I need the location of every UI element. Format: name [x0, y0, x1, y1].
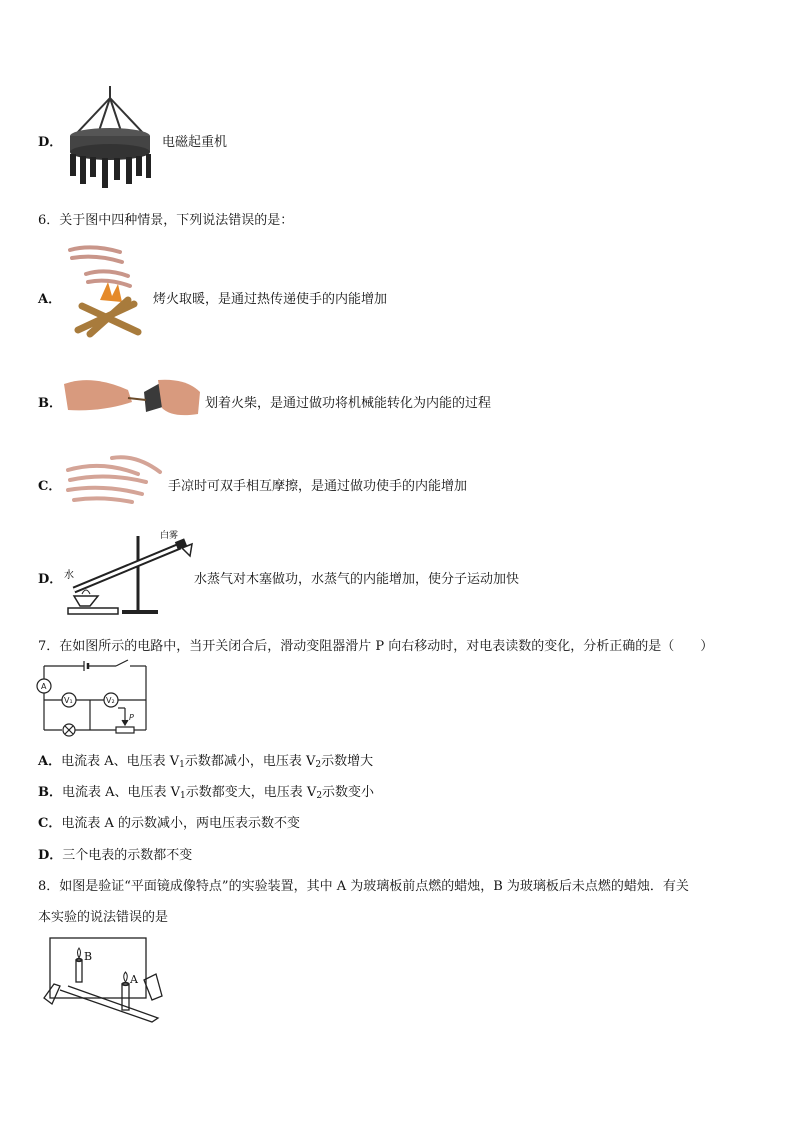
- q5-option-d-label: D．: [38, 135, 63, 150]
- q7-option-b: [38, 781, 374, 801]
- q8-stem-line2: 本实验的说法错误的是: [38, 910, 169, 925]
- circuit-diagram: [36, 658, 154, 738]
- q7-option-a-label: A．: [38, 754, 62, 769]
- q6-option-a-text: 烤火取暖，是通过热传递使手的内能增加: [153, 292, 388, 307]
- rubbing-hands-image: [62, 452, 166, 508]
- ammeter-label: A: [41, 682, 47, 691]
- q6-stem: 6．关于图中四种情景，下列说法错误的是：: [38, 213, 294, 228]
- q7-option-c-label: C．: [38, 816, 62, 831]
- q7-option-a-part2: 示数都减小，电压表 V: [184, 754, 316, 769]
- candle-b-label: B: [84, 950, 93, 963]
- q7-option-a-sub1: 1: [179, 760, 185, 770]
- candle-a-label: A: [130, 973, 138, 986]
- q7-option-b-sub1: 1: [180, 791, 186, 801]
- q6-option-c-text: 手凉时可双手相互摩擦，是通过做功使手的内能增加: [168, 479, 468, 494]
- steam-cork-apparatus-image: [60, 528, 195, 620]
- q7-option-c: [38, 812, 300, 831]
- q7-option-a-part1: 电流表 A、电压表 V: [61, 754, 180, 769]
- slider-p-label: P: [129, 713, 134, 722]
- q6-option-b-label: B．: [38, 396, 62, 411]
- q7-stem: 7．在如图所示的电路中，当开关闭合后，滑动变阻器滑片 P 向右移动时，对电表读数的变化，分析正确的是（ ）: [38, 639, 714, 654]
- q6-option-b-text: 划着火柴，是通过做功将机械能转化为内能的过程: [205, 396, 492, 411]
- campfire-hands-image: [62, 240, 152, 340]
- electromagnet-crane-image: [62, 84, 158, 192]
- q7-option-b-part3: 示数变小: [322, 785, 375, 800]
- q7-option-a-part3: 示数增大: [321, 754, 374, 769]
- q7-option-d-label: D．: [38, 848, 63, 863]
- q7-option-d: [38, 844, 192, 863]
- q7-option-b-sub2: 2: [316, 791, 323, 801]
- q7-option-b-label: B．: [38, 785, 62, 800]
- q7-option-d-text: 三个电表的示数都不变: [62, 848, 193, 863]
- fog-label: 白雾: [160, 531, 179, 541]
- q7-option-a: [38, 750, 373, 770]
- q5-option-d-text: 电磁起重机: [162, 135, 228, 150]
- q7-option-b-part2: 示数都变大，电压表 V: [185, 785, 317, 800]
- v2-label: V₂: [106, 696, 115, 705]
- q6-option-d-text: 水蒸气对木塞做功，水蒸气的内能增加，使分子运动加快: [194, 572, 520, 587]
- q8-stem-line1: 8．如图是验证“平面镜成像特点”的实验装置，其中 A 为玻璃板前点燃的蜡烛，B 为玻璃板后未点燃的蜡烛．有关: [38, 879, 689, 894]
- q7-option-a-sub2: 2: [315, 760, 322, 770]
- q7-option-c-text: 电流表 A 的示数减小，两电压表示数不变: [61, 816, 301, 831]
- striking-match-image: [62, 372, 202, 422]
- q6-option-c-label: C．: [38, 479, 62, 494]
- q6-option-d-label: D．: [38, 572, 63, 587]
- v1-label: V₁: [64, 696, 73, 705]
- q7-option-b-part1: 电流表 A、电压表 V: [62, 785, 181, 800]
- water-label: 水: [64, 570, 74, 581]
- q6-option-a-label: A．: [38, 292, 62, 307]
- plane-mirror-experiment-image: [40, 934, 164, 1026]
